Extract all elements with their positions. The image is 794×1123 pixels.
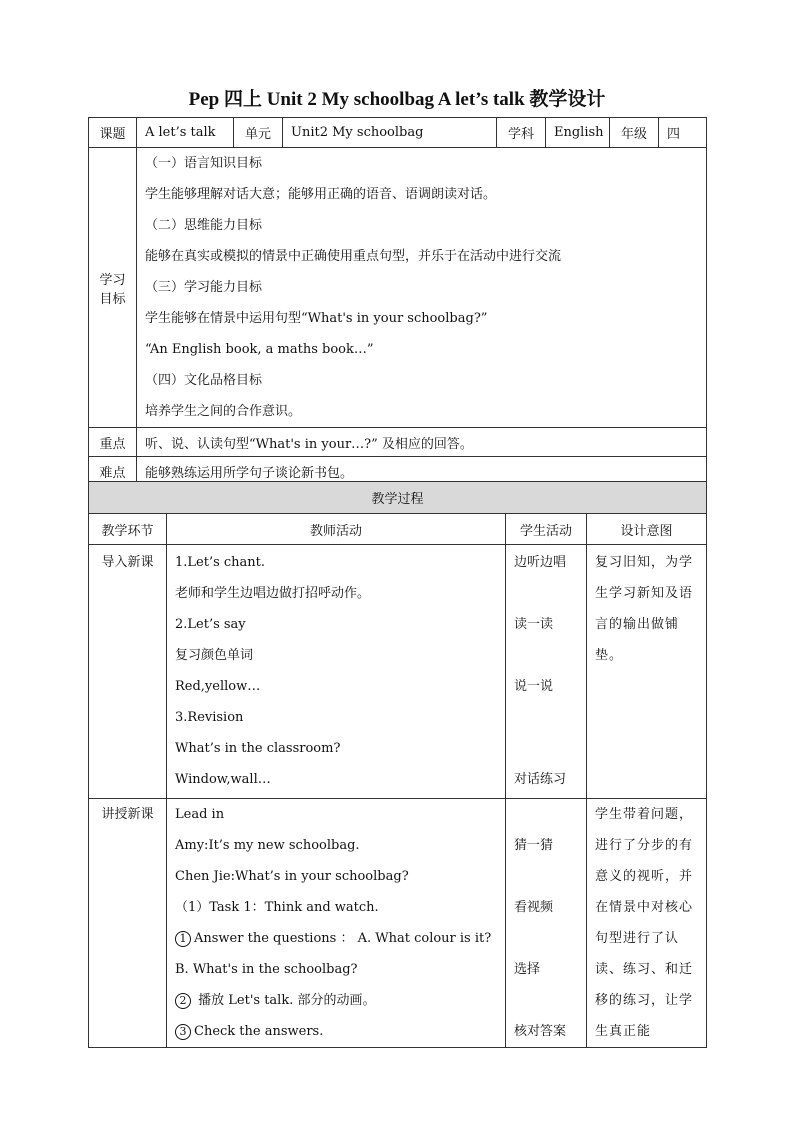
goals-label-line: 学习 — [99, 272, 126, 288]
student-line: 读一读 — [514, 617, 554, 632]
col-stage: 教学环节 — [89, 514, 167, 545]
difficulty-text: 能够熟练运用所学句子谈论新书包。 — [137, 457, 707, 487]
process-header: 教学过程 — [89, 482, 707, 514]
process-row-new — [89, 799, 707, 1048]
course-label: 课题 — [89, 118, 137, 148]
key-point-label: 重点 — [89, 428, 137, 457]
student-line: 猜一猜 — [514, 838, 554, 853]
goal-line: 能够在真实或模拟的情景中正确使用重点句型，并乐于在活动中进行交流 — [145, 249, 562, 264]
subject-label: 学科 — [497, 118, 546, 148]
teacher-line — [175, 923, 505, 954]
teacher-line: B. What's in the schoolbag? — [175, 962, 358, 977]
student-line: 对话练习 — [514, 772, 567, 787]
document-title: Pep 四上 Unit 2 My schoolbag A let’s talk 教学设计 — [188, 89, 606, 110]
teacher-line — [175, 985, 505, 1016]
teacher-line: 3.Revision — [175, 710, 244, 725]
student-line — [514, 733, 586, 764]
teacher-line: 复习颜色单词 — [175, 648, 254, 663]
teacher-line: What’s in the classroom? — [175, 741, 341, 756]
circled-number-1-icon: 1 — [175, 931, 191, 947]
grade-label: 年级 — [610, 118, 659, 148]
goal-line: “An English book, a maths book…” — [145, 342, 374, 357]
teacher-line: 老师和学生边唱边做打招呼动作。 — [175, 586, 371, 601]
info-table — [88, 117, 707, 487]
stage-label: 导入新课 — [101, 555, 154, 570]
design-intent: 复习旧知，为学生学习新知及语言的输出做铺垫。 — [587, 545, 707, 799]
col-teacher: 教师活动 — [167, 514, 506, 545]
key-point-text: 听、说、认读句型“What's in your…?” 及相应的回答。 — [137, 428, 707, 457]
goal-line: 培养学生之间的合作意识。 — [145, 404, 302, 419]
goals-label — [89, 148, 137, 428]
grade-value: 四 — [659, 118, 707, 148]
goals-content — [137, 148, 707, 428]
teacher-line-text: 播放 Let's talk. 部分的动画。 — [194, 993, 376, 1008]
course-value: A let’s talk — [137, 118, 234, 148]
student-line: 说一说 — [514, 679, 554, 694]
teacher-line: 2.Let’s say — [175, 617, 246, 632]
student-line — [514, 861, 586, 892]
unit-label: 单元 — [234, 118, 283, 148]
goal-line: （二）思维能力目标 — [145, 218, 263, 233]
teacher-line: 1.Let’s chant. — [175, 555, 266, 570]
col-student: 学生活动 — [506, 514, 587, 545]
student-line — [514, 578, 586, 609]
goal-line: （四）文化品格目标 — [145, 373, 263, 388]
student-line — [514, 799, 586, 830]
teacher-line: Window,wall… — [175, 772, 271, 787]
student-line — [514, 640, 586, 671]
goal-line: 学生能够在情景中运用句型“What's in your schoolbag?” — [145, 311, 488, 326]
goal-line: 学生能够理解对话大意；能够用正确的语音、语调朗读对话。 — [145, 187, 497, 202]
goal-line: （三）学习能力目标 — [145, 280, 263, 295]
student-line — [514, 702, 586, 733]
circled-number-3-icon: 3 — [175, 1024, 191, 1040]
process-row-intro — [89, 545, 707, 799]
student-line: 看视频 — [514, 900, 554, 915]
col-design: 设计意图 — [587, 514, 707, 545]
student-line: 核对答案 — [514, 1024, 567, 1039]
teacher-line — [175, 1016, 505, 1047]
design-intent: 学生带着问题，进行了分步的有意义的视听，并在情景中对核心句型进行了认读、练习、和迁移的练习，让学生真正能 — [587, 799, 707, 1048]
teacher-line: Red,yellow… — [175, 679, 261, 694]
student-line — [514, 923, 586, 954]
teacher-line: （1）Task 1：Think and watch. — [175, 900, 379, 915]
goal-line: （一）语言知识目标 — [145, 156, 263, 171]
unit-value: Unit2 My schoolbag — [283, 118, 497, 148]
circled-number-2-icon: 2 — [175, 993, 191, 1009]
student-line: 选择 — [514, 962, 541, 977]
process-table — [88, 481, 707, 1048]
teacher-line: Amy:It’s my new schoolbag. — [175, 838, 360, 853]
goals-label-line: 目标 — [99, 291, 126, 307]
difficulty-label: 难点 — [89, 457, 137, 487]
teacher-line: Lead in — [175, 807, 225, 822]
teacher-line-text: Check the answers. — [194, 1024, 324, 1039]
teacher-line: Chen Jie:What’s in your schoolbag? — [175, 869, 409, 884]
student-line: 边听边唱 — [514, 555, 567, 570]
teacher-line-text: Answer the questions ： A. What colour is it? — [194, 931, 492, 946]
subject-value: English — [546, 118, 610, 148]
student-line — [514, 985, 586, 1016]
stage-label: 讲授新课 — [101, 807, 154, 822]
